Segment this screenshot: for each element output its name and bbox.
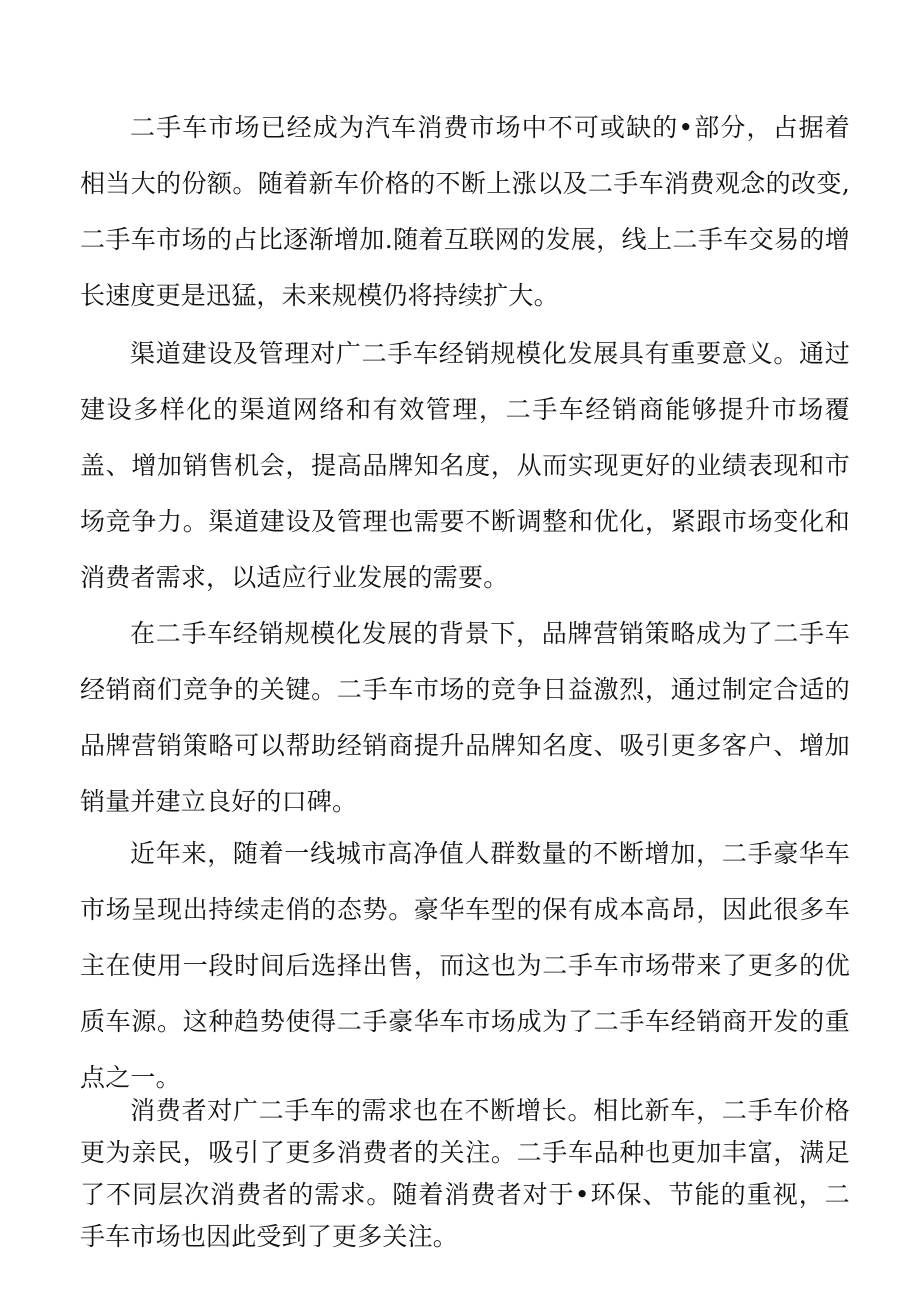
paragraph-4: 近年来，随着一线城市高净值人群数量的不断增加，二手豪华车市场呈现出持续走俏的态势。豪华车型的保有成本高昂，因此很多车主在使用一段时间后选择出售，而这也为二手车市场带来了更多的优质车源。这种趋势使得二手豪华车市场成为了二手车经销商开发的重点之一。: [80, 839, 850, 1092]
paragraph-2: 渠道建设及管理对广二手车经销规模化发展具有重要意义。通过建设多样化的渠道网络和有效管理，二手车经销商能够提升市场覆盖、增加销售机会，提高品牌知名度，从而实现更好的业绩表现和市场竞争力。渠道建设及管理也需要不断调整和优化，紧跟市场变化和消费者需求，以适应行业发展的需要。: [80, 339, 850, 592]
paragraph-5: 消费者对广二手车的需求也在不断增长。相比新车，二手车价格更为亲民，吸引了更多消费者的关注。二手车品种也更加丰富，满足了不同层次消费者的需求。随着消费者对于•环保、节能的重视，二手车市场也因此受到了更多关注。: [80, 1096, 850, 1251]
paragraph-3: 在二手车经销规模化发展的背景下，品牌营销策略成为了二手车经销商们竞争的关键。二手车市场的竞争日益激烈，通过制定合适的品牌营销策略可以帮助经销商提升品牌知名度、吸引更多客户、增加销量并建立良好的口碑。: [80, 619, 850, 816]
paragraph-1: 二手车市场已经成为汽车消费市场中不可或缺的•部分，占据着相当大的份额。随着新车价格的不断上涨以及二手车消费观念的改变,二手车市场的占比逐渐增加.随着互联网的发展，线上二手车交易的增长速度更是迅猛，未来规模仍将持续扩大。: [80, 113, 850, 310]
